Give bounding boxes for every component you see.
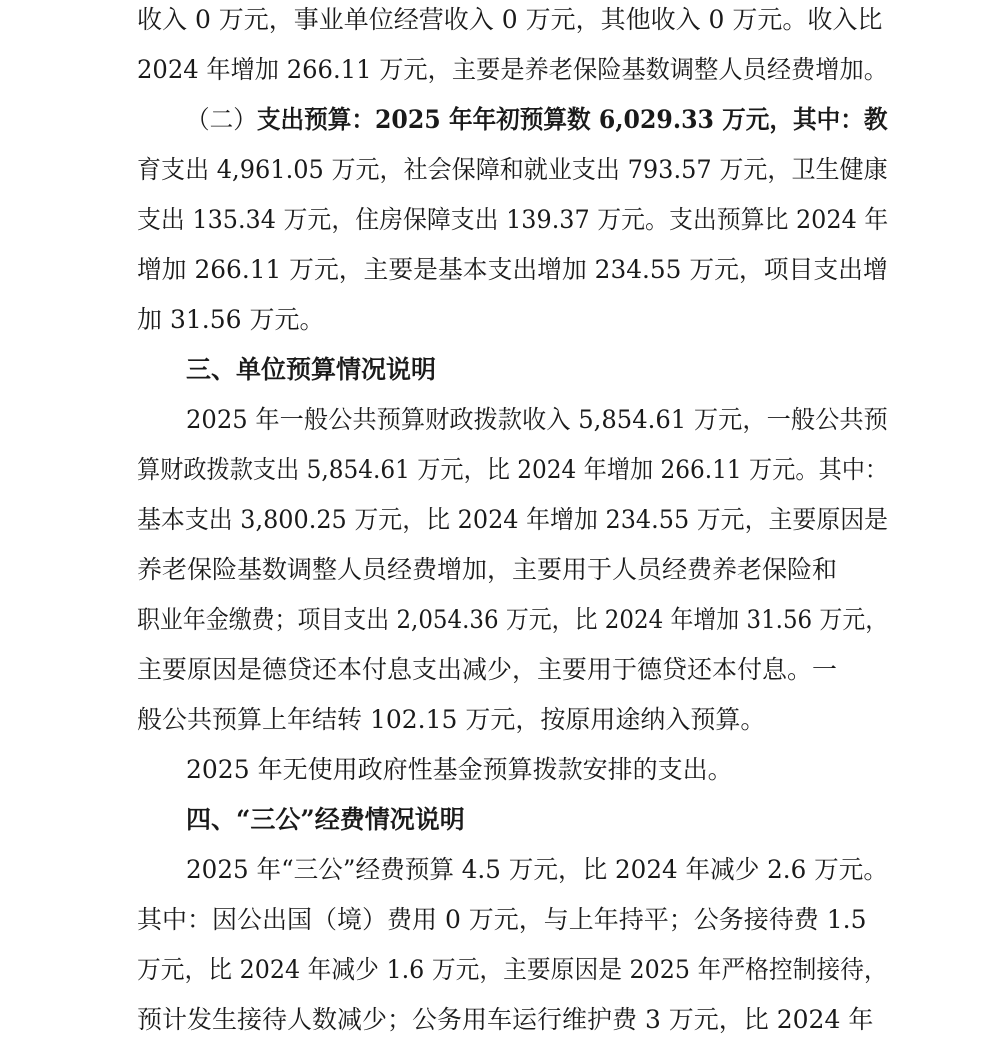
paragraph-line: 基本支出 3,800.25 万元，比 2024 年增加 234.55 万元，主要原因是 xyxy=(137,505,889,534)
paragraph-line: 算财政拨款支出 5,854.61 万元，比 2024 年增加 266.11 万元。其中： xyxy=(137,455,889,484)
section-heading-unit-budget: 三、单位预算情况说明 xyxy=(186,355,437,384)
paragraph-line: 收入 0 万元，事业单位经营收入 0 万元，其他收入 0 万元。收入比 xyxy=(137,5,883,34)
paragraph-line: 2025 年一般公共预算财政拨款收入 5,854.61 万元，一般公共预 xyxy=(186,405,888,434)
subheading-text: 支出预算：2025 年年初预算数 6,029.33 万元，其中：教 xyxy=(256,105,888,134)
paragraph-line: 养老保险基数调整人员经费增加，主要用于人员经费养老保险和 xyxy=(137,555,838,584)
paragraph-line: 支出 135.34 万元，住房保障支出 139.37 万元。支出预算比 2024 年 xyxy=(137,205,889,234)
paragraph-line: 2025 年无使用政府性基金预算拨款安排的支出。 xyxy=(186,755,733,784)
paragraph-line: 般公共预算上年结转 102.15 万元，按原用途纳入预算。 xyxy=(137,705,766,734)
paragraph-line: 万元，比 2024 年减少 1.6 万元，主要原因是 2025 年严格控制接待， xyxy=(137,955,888,984)
paragraph-line: 加 31.56 万元。 xyxy=(137,305,325,334)
paragraph-line: 2025 年“三公”经费预算 4.5 万元，比 2024 年减少 2.6 万元。 xyxy=(186,855,888,884)
paragraph-line: 主要原因是德贷还本付息支出减少，主要用于德贷还本付息。一 xyxy=(137,655,838,684)
paragraph-line: 2024 年增加 266.11 万元，主要是养老保险基数调整人员经费增加。 xyxy=(137,55,888,84)
paragraph-line: 其中：因公出国（境）费用 0 万元，与上年持平；公务接待费 1.5 xyxy=(137,905,867,934)
paragraph-line: 育支出 4,961.05 万元，社会保障和就业支出 793.57 万元，卫生健康 xyxy=(137,155,888,184)
subheading-expenditure-budget xyxy=(186,103,888,137)
section-heading-three-public-expenses: 四、“三公”经费情况说明 xyxy=(186,805,465,834)
subheading-number: （二） xyxy=(186,105,257,134)
paragraph-line: 增加 266.11 万元，主要是基本支出增加 234.55 万元，项目支出增 xyxy=(137,255,888,284)
paragraph-line: 职业年金缴费；项目支出 2,054.36 万元，比 2024 年增加 31.56 万元， xyxy=(137,605,889,634)
paragraph-line: 预计发生接待人数减少；公务用车运行维护费 3 万元，比 2024 年 xyxy=(137,1005,874,1034)
